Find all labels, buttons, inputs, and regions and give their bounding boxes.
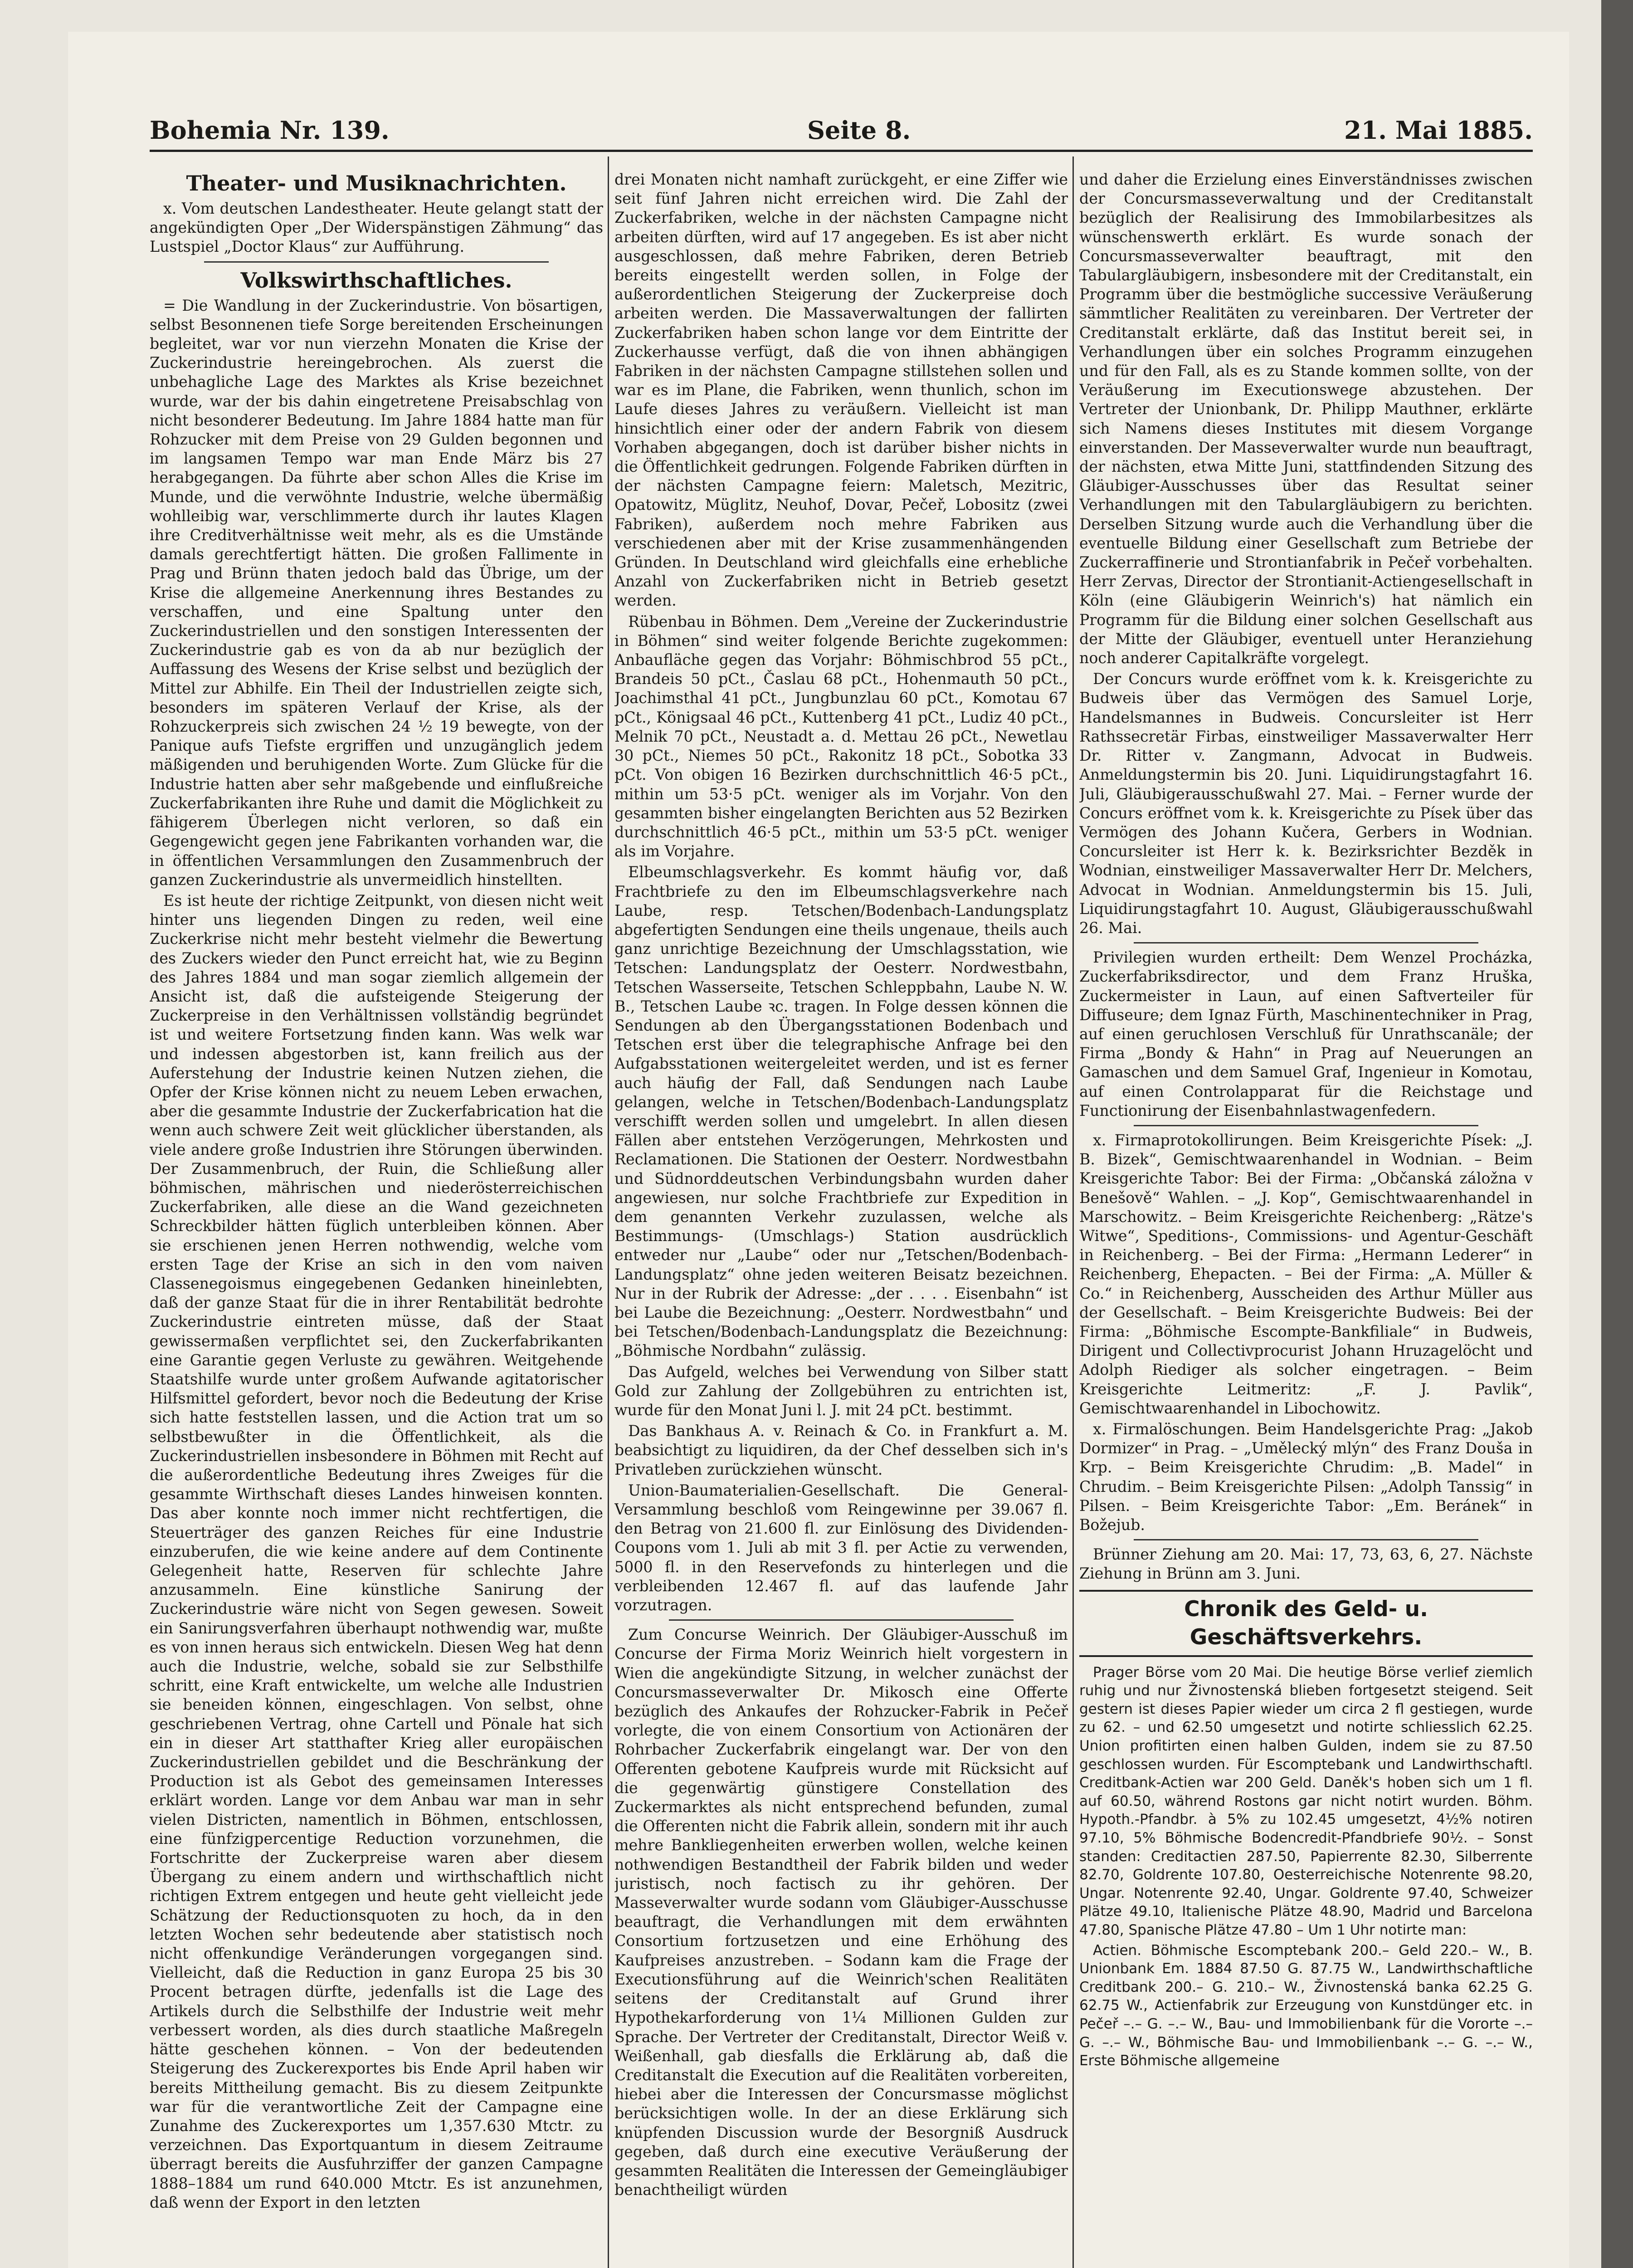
section-title-economy: Volkswirthschaftliches. [240, 268, 512, 293]
section-separator [1134, 1125, 1478, 1126]
header-date: 21. Mai 1885. [1344, 116, 1533, 145]
news-item-bankhaus: Das Bankhaus A. v. Reinach & Co. in Frankfurt a. M. beabsichtigt zu liquidiren, da der Chef desselben sich in's Privatleben zurückziehen wünscht. [614, 1422, 1068, 1478]
boerse-quotes: Actien. Böhmische Escomptebank 200.– Geld 220.– W., B. Unionbank Em. 1884 87.50 G. 87.75 W., Landwirthschaftliche Creditbank 200.– G. 210.– W., Živnostenská banka 62.25 G. 62.75 W., Actienfabrik zur Erzeugung von Kunstdünger etc. in Pečeř –.– G. –.– W., Bau- und Immobilienbank für die Vororte –.– G. –.– W., Böhmische Bau- und Immobilienbank –.– G. –.– W., Erste Böhmische allgemeine [1079, 1942, 1533, 2069]
news-item-firmaloeschungen: x. Firmalöschungen. Beim Handelsgerichte Prag: „Jakob Dormizer“ in Prag. – „Umělecký mlýn“ des Franz Douša in Krp. – Beim Kreisgerichte Chrudim: „B. Madel“ in Chrudim. – Beim Kreisgerichte Pilsen: „Adolph Tanssig“ in Pilsen. – Beim Kreisgerichte Tabor: „Em. Beránek“ in Božejub. [1079, 1420, 1533, 1534]
column-rule-2 [1072, 156, 1074, 2268]
scan-edge [1601, 0, 1633, 2268]
article-paragraph: = Die Wandlung in der Zuckerindustrie. Von bösartigen, selbst Besonnenen tiefe Sorge bereitenden Erscheinungen begleitet, war vor nun vierzehn Monaten die Krise der Zuckerindustrie hereingebrochen. Als zuerst die unbehagliche Lage des Marktes als Krise bezeichnet wurde, war der bis dahin eingetretene Preisabschlag von nicht besonderer Bedeutung. Im Jahre 1884 hatte man für Rohzucker mit dem Preise von 29 Gulden begonnen und im langsamen Tempo war man Ende März bis 27 herabgegangen. Da führte aber schon Alles die Krise im Munde, und die verwöhnte Industrie, welche übermäßig wohlleibig war, verschlimmerte durch ihr lautes Klagen ihre Creditverhältnisse weit mehr, als es die Umstände damals gerechtfertigt hätten. Die großen Fallimente in Prag und Brünn thaten jedoch bald das Übrige, um der Krise die allgemeine Anerkennung ihres Bestandes zu verschaffen, und eine Spaltung unter den Zuckerindustriellen und den sonstigen Interessenten der Zuckerindustrie gab es von da ab nur bezüglich der Auffassung des Wesens der Krise selbst und bezüglich der Mittel zur Abhilfe. Ein Theil der Industriellen zeigte sich, besonders im späteren Verlauf der Krise, als der Rohzuckerpreis sich zwischen 24 ½ 19 bewegte, von der Panique aufs Tiefste ergriffen und unzugänglich jedem mäßigenden und beruhigenden Worte. Zum Glücke für die Industrie hatten aber sehr maßgebende und einflußreiche Zuckerfabrikanten ihre Ruhe und damit die Möglichkeit zu fähigerem Überlegen nicht verloren, so daß ein Gegengewicht gegen jene Fabrikanten vorhanden war, die in öffentlichen Versammlungen den Zusammenbruch der ganzen Zuckerindustrie als unvermeidlich hinstellten. [150, 296, 603, 889]
column-1 [150, 170, 603, 2268]
news-item-bruenner-ziehung: Brünner Ziehung am 20. Mai: 17, 73, 63, 6, 27. Nächste Ziehung in Brünn am 3. Juni. [1079, 1545, 1533, 1583]
boerse-report: Prager Börse vom 20 Mai. Die heutige Börse verlief ziemlich ruhig und nur Živnostenská blieben fortgesetzt steigend. Seit gestern ist dieses Papier wieder um circa 2 fl gestiegen, wurde zu 62. – und 62.50 umgesetzt und notirte schliesslich 62.25. Union profitirten einen halben Gulden, indem sie zu 87.50 geschlossen wurden. Für Escomptebank und Landwirthschaftl. Creditbank-Actien war 200 Geld. Daněk's hoben sich um 1 fl. auf 60.50, während Rostons gar nicht notirt wurden. Böhm. Hypoth.-Pfandbr. à 5% zu 102.45 umgesetzt, 4½% notiren 97.10, 5% Böhmische Bodencredit-Pfandbriefe 90½. – Sonst standen: Creditactien 287.50, Papierrente 82.30, Silberrente 82.70, Goldrente 107.80, Oesterreichische Notenrente 98.20, Ungar. Notenrente 92.40, Ungar. Goldrente 97.40, Schweizer Plätze 49.10, Italienische Plätze 48.90, Madrid und Barcelona 47.80, Spanische Plätze 47.80 – Um 1 Uhr notirte man: [1079, 1664, 1533, 1938]
chronik-body [1079, 1663, 1533, 2070]
news-item-firmaprotokoll: x. Firmaprotokollirungen. Beim Kreisgerichte Písek: „J. B. Bizek“, Gemischtwaarenhandel in Wodnian. – Beim Kreisgerichte Tabor: Bei der Firma: „Občanská záložna v Benešově“ Wahlen. – „J. Kop“, Gemischtwaarenhandel in Marschowitz. – Beim Kreisgerichte Reichenberg: „Rätze's Witwe“, Speditions-, Commissions- und Agentur-Geschäft in Reichenberg. – Bei der Firma: „Hermann Lederer“ in Reichenberg, Ehepacten. – Bei der Firma: „A. Müller & Co.“ in Reichenberg, Ausscheiden des Arthur Müller aus der Gesellschaft. – Beim Kreisgerichte Budweis: Bei der Firma: „Böhmische Escompte-Bankfiliale“ in Budweis, Dirigent und Collectivprocurist Johann Hruzagelöcht und Adolph Riediger als solcher eingetragen. – Beim Kreisgerichte Leitmeritz: „F. J. Pavlik“, Gemischtwaarenhandel in Libochowitz. [1079, 1131, 1533, 1417]
article-paragraph: drei Monaten nicht namhaft zurückgeht, er eine Ziffer wie seit fünf Jahren nicht erreichen wird. Die Zahl der Zuckerfabriken, welche in der nächsten Campagne nicht arbeiten dürften, wird auf 17 angegeben. Es ist aber nicht ausgeschlossen, daß mehre Fabriken, deren Betrieb bereits eingestellt werden sollen, in Folge der außerordentlichen Steigerung der Zuckerpreise doch arbeiten werden. Die Massaverwaltungen der fallirten Zuckerfabriken haben schon lange vor dem Eintritte der Zuckerhausse verfügt, daß die von ihnen abhängigen Fabriken in der nächsten Campagne stillstehen sollen und war es im Plane, die Fabriken, wenn thunlich, schon im Laufe dieses Jahres zu veräußern. Vielleicht ist man hinsichtlich einer oder der andern Fabrik von diesem Vorhaben abgegangen, doch ist darüber bisher nichts in die Öffentlichkeit gedrungen. Folgende Fabriken dürften in der nächsten Campagne feiern: Maletsch, Mezitric, Opatowitz, Müglitz, Neuhof, Dovar, Pečeř, Lobositz (zwei Fabriken), außerdem noch mehre Fabriken aus verschiedenen aber mit der Krise zusammenhängenden Gründen. In Deutschland wird gleichfalls eine erhebliche Anzahl von Zuckerfabriken nicht in Betrieb gesetzt werden. [614, 171, 1068, 610]
section-separator [669, 1619, 1014, 1621]
section-separator [1134, 1539, 1478, 1540]
header-page-number: Seite 8. [807, 116, 911, 145]
section-title-chronik: Chronik des Geld- u. Geschäftsverkehrs. [1079, 1590, 1533, 1657]
news-item-elbeumschlag: Elbeumschlagsverkehr. Es kommt häufig vor, daß Frachtbriefe zu den im Elbeumschlagsverkehre nach Laube, resp. Tetschen/Bodenbach-Landungsplatz abgefertigten Sendungen eine theils ungenaue, theils auch ganz unrichtige Bezeichnung der Umschlagsstation, wie Tetschen: Landungsplatz der Oesterr. Nordwestbahn, Tetschen Wasserseite, Tetschen Schleppbahn, Laube N. W. B., Tetschen Laube ꝛc. tragen. In Folge dessen können die Sendungen ab den Übergangsstationen Bodenbach und Tetschen erst über die telegraphische Anfrage bei den Aufgabsstationen weitergeleitet werden, und ist es ferner auch häufig der Fall, daß Sendungen nach Laube gelangen, welche in Tetschen/Bodenbach-Landungsplatz verschifft werden sollen und umgelebrt. In allen diesen Fällen aber entstehen Verzögerungen, Mehrkosten und Reclamationen. Die Stationen der Oesterr. Nordwestbahn und Südnorddeutschen Verbindungsbahn wurden daher angewiesen, nur solche Frachtbriefe zur Expedition in dem genannten Verkehr zuzulassen, welche als Bestimmungs- (Umschlags-) Station ausdrücklich entweder nur „Laube“ oder nur „Tetschen/Bodenbach-Landungsplatz“ ohne jeden weiteren Beisatz bezeichnen. Nur in der Rubrik der Adresse: „der . . . . Eisenbahn“ ist bei Laube die Bezeichnung: „Oesterr. Nordwestbahn“ und bei Tetschen/Bodenbach-Landungsplatz die Bezeichnung: „Böhmische Nordbahn“ zulässig. [614, 863, 1068, 1360]
news-item-concurs: Der Concurs wurde eröffnet vom k. k. Kreisgerichte zu Budweis über das Vermögen des Samuel Lorje, Handelsmannes in Budweis. Concursleiter ist Herr Rathssecretär Firbas, einstweiliger Massaverwalter Herr Dr. Ritter v. Zangmann, Advocat in Budweis. Anmeldungstermin bis 20. Juni. Liquidirungstagfahrt 16. Juli, Gläubigerausschußwahl 27. Mai. – Ferner wurde der Concurs eröffnet vom k. k. Kreisgerichte zu Písek über das Vermögen des Johann Kučera, Gerbers in Wodnian. Concursleiter ist Herr k. k. Bezirksrichter Bezděk in Wodnian, einstweiliger Massaverwalter Herr Dr. Melchers, Advocat in Wodnian. Anmeldungstermin bis 15. Juli, Liquidirungstagfahrt 10. August, Gläubigerausschußwahl 26. Mai. [1079, 670, 1533, 937]
section-separator [1134, 942, 1478, 943]
article-paragraph: Es ist heute der richtige Zeitpunkt, von diesen nicht weit hinter uns liegenden Dingen zu reden, weil eine Zuckerkrise nicht mehr besteht vielmehr die Bewertung des Zuckers wieder den Punct erreicht hat, wie zu Beginn des Jahres 1884 und man sogar ziemlich allgemein der Ansicht ist, daß die aufsteigende Steigerung der Zuckerpreise in den Verhältnissen vollständig begründet ist und weitere Fortsetzung finden kann. Was welk war und indessen abgestorben ist, kann freilich aus der Auferstehung der Industrie keinen Nutzen ziehen, die Opfer der Krise können nicht zu neuem Leben erwachen, aber die gesammte Industrie der Zuckerfabrication hat die wenn auch schwere Zeit weit glücklicher überstanden, als viele andere große Industrien ihre Störungen überwinden. Der Zusammenbruch, der Ruin, die Schließung aller böhmischen, mährischen und niederösterreichischen Zuckerfabriken, alle diese an die Wand gezeichneten Schreckbilder hätten füglich unterbleiben können. Aber sie erschienen jenen Herren nothwendig, welche vom ersten Tage der Krise an sich in den vom naiven Classenegoismus eingegebenen Gedanken hineinlebten, daß der ganze Staat für die in ihrer Rentabilität bedrohte Zuckerindustrie eintreten müsse, daß der Staat gewissermaßen verpflichtet sei, den Zuckerfabrikanten eine Garantie gegen Verluste zu gewähren. Weitgehende Staatshilfe wurde unter großem Aufwande agitatorischer Hilfsmittel gefordert, bevor noch die Bedeutung der Krise sich hatte feststellen lassen, und die Action trat um so selbstbewußter in die Öffentlichkeit, als die Zuckerindustriellen insbesondere in Böhmen mit Recht auf die außerordentliche Bedeutung ihres Zweiges für die gesammte Wirthschaft dieses Landes hinweisen konnten. Das aber konnte noch immer nicht rechtfertigen, die Steuerträger des ganzen Reiches für eine Industrie einzuberufen, die wie keine andere auf dem Continente Gelegenheit hatte, Reserven für schlechte Jahre anzusammeln. Eine künstliche Sanirung der Zuckerindustrie wäre nicht von Segen gewesen. Soweit ein Sanirungsverfahren überhaupt nothwendig war, mußte es von innen heraus sich entwickeln. Diesen Weg hat denn auch die Industrie, welche, sobald sie zur Selbsthilfe schritt, eine Kraft entwickelte, um welche alle Industrien sie beneiden können, eingeschlagen. Von selbst, ohne geschriebenen Vertrag, ohne Cartell und Pönale hat sich ein in dieser Art statthafter Krieg aller europäischen Zuckerindustriellen gebildet und die Beschränkung der Production ist als Gebot des gemeinsamen Interesses erklärt worden. Lange vor dem Anbau war man in sehr vielen Districten, namentlich in Böhmen, entschlossen, eine fünfzigpercentige Reduction vorzunehmen, die Fortschritte der Zuckerpreise waren aber diesem Übergang zu einem andern und wirthschaftlich nicht richtigen Extrem entgegen und heute geht vielleicht jede Schätzung der Reductionsquoten zu hoch, da in den letzten Wochen sehr bedeutende aber statistisch noch nicht offenkundige Veränderungen vorgegangen sind. Vielleicht, daß die Reduction in ganz Europa 25 bis 30 Procent betragen dürfte, jedenfalls ist die Lage des Artikels durch die Selbsthilfe der Industrie weit mehr verbessert worden, als dies durch staatliche Maßregeln hätte geschehen können. – Von der bedeutenden Steigerung des Zuckerexportes bis Ende April haben wir bereits Mittheilung gemacht. Bis zu diesem Zeitpunkte war für die verantwortliche Zeit der Campagne eine Zunahme des Zuckerexportes um 1,357.630 Mtctr. zu verzeichnen. Das Exportquantum in diesem Zeitraume überragt bereits die Ausfuhrziffer der ganzen Campagne 1888–1884 um rund 640.000 Mtctr. Es ist anzunehmen, daß wenn der Export in den letzten [150, 891, 603, 2211]
column-rule-1 [608, 156, 609, 2268]
news-item-ruebenbau: Rübenbau in Böhmen. Dem „Vereine der Zuckerindustrie in Böhmen“ sind weiter folgende Berichte zugekommen: Anbaufläche gegen das Vorjahr: Böhmischbrod 55 pCt., Brandeis 50 pCt., Časlau 68 pCt., Hohenmauth 50 pCt., Joachimsthal 41 pCt., Jungbunzlau 60 pCt., Komotau 67 pCt., Königsaal 46 pCt., Kuttenberg 41 pCt., Ludiz 40 pCt., Melnik 70 pCt., Neustadt a. d. Mettau 26 pCt., Newetlau 30 pCt., Niemes 50 pCt., Rakonitz 18 pCt., Sobotka 33 pCt. Von obigen 16 Bezirken durchschnittlich 46·5 pCt., mithin um 53·5 pCt. weniger als im Vorjahr. Von den gesammten bisher eingelangten Berichten aus 52 Bezirken durchschnittlich 46·5 pCt., mithin um 53·5 pCt. weniger als im Vorjahre. [614, 612, 1068, 860]
theater-news: x. Vom deutschen Landestheater. Heute gelangt statt der angekündigten Oper „Der Widerspänstigen Zähmung“ das Lustspiel „Doctor Klaus“ zur Aufführung. [150, 200, 603, 256]
section-separator [204, 261, 549, 263]
page-header [150, 116, 1533, 147]
header-rule [150, 150, 1533, 152]
news-item-privilegien: Privilegien wurden ertheilt: Dem Wenzel Procházka, Zuckerfabriksdirector, und dem Franz Hruška, Zuckermeister in Laun, auf einen Saftverteiler für Diffuseure; dem Ignaz Fürth, Maschinentechniker in Prag, auf einen geruchlosen Verschluß für Unrathscanäle; der Firma „Bondy & Hahn“ in Prag auf Neuerungen an Gamaschen und dem Samuel Graf, Ingenieur in Komotau, auf einen Controlapparat für die Reichstage und Functionirung der Eisenbahnlastwagenfedern. [1079, 948, 1533, 1119]
section-title-theater: Theater- und Musiknachrichten. [186, 171, 567, 196]
news-item-aufgeld: Das Aufgeld, welches bei Verwendung von Silber statt Gold zur Zahlung der Zollgebühren zu entrichten ist, wurde für den Monat Juni l. J. mit 24 pCt. bestimmt. [614, 1363, 1068, 1419]
article-paragraph: und daher die Erzielung eines Einverständnisses zwischen der Concursmasseverwaltung und der Creditanstalt bezüglich der Realisirung des Immobilarbesitzes als wünschenswerth erklärt. Es wurde sonach der Concursmasseverwalter beauftragt, mit den Tabulargläubigern, insbesondere mit der Creditanstalt, ein Programm über die bestmögliche successive Veräußerung sämmtlicher Realitäten zu vereinbaren. Der Vertreter der Creditanstalt erklärte, daß das Institut bereit sei, in Verhandlungen über ein solches Programm einzugehen und für den Fall, als es zu Stande kommen sollte, von der Veräußerung im Executionswege abzustehen. Der Vertreter der Unionbank, Dr. Philipp Mauthner, erklärte sich Namens dieses Institutes mit diesem Vorgange einverstanden. Der Masseverwalter wurde nun beauftragt, der nächsten, etwa Mitte Juni, stattfindenden Sitzung des Gläubiger-Ausschusses über das Resultat seiner Verhandlungen mit den Tabulargläubigern zu berichten. Derselben Sitzung wurde auch die Verhandlung über die eventuelle Bildung einer Gesellschaft zum Betriebe der Zuckerraffinerie und Strontianfabrik in Pečeř vorbehalten. Herr Zervas, Director der Strontianit-Actiengesellschaft in Köln (eine Gläubigerin Weinrich's) hat nämlich ein Programm für die Bildung einer solchen Gesellschaft aus der Mitte der Gläubiger, eventuell unter Heranziehung noch anderer Capitalkräfte vorgelegt. [1079, 171, 1533, 667]
header-issue: Bohemia Nr. 139. [150, 116, 390, 145]
news-item-concurs-weinrich: Zum Concurse Weinrich. Der Gläubiger-Ausschuß im Concurse der Firma Moriz Weinrich hielt vorgestern in Wien die angekündigte Sitzung, in welcher zunächst der Concursmasseverwalter Dr. Mikosch eine Offerte bezüglich des Ankaufes der Rohzucker-Fabrik in Pečeř vorlegte, die von einem Consortium von Actionären der Rohrbacher Zuckerfabrik eingelangt war. Der von den Offerenten gebotene Kaufpreis wurde mit Rücksicht auf die gegenwärtig günstigere Constellation des Zuckermarktes als nicht entsprechend befunden, zumal die Offerenten nicht die Fabrik allein, sondern mit ihr auch mehre Bankliegenheiten erwerben wollen, welche keinen nothwendigen Bestandtheil der Fabrik bilden und weder juristisch, noch factisch zu ihr gehören. Der Masseverwalter wurde sodann vom Gläubiger-Ausschusse beauftragt, die Verhandlungen mit dem erwähnten Consortium fortzusetzen und eine Erhöhung des Kaufpreises anzustreben. – Sodann kam die Frage der Executionsführung auf die Weinrich'schen Realitäten seitens der Creditanstalt auf Grund ihrer Hypothekarforderung von 1¼ Millionen Gulden zur Sprache. Der Vertreter der Creditanstalt, Director Weiß v. Weißenhall, gab diesfalls die Erklärung ab, daß die Creditanstalt die Execution auf die Realitäten vorbereiten, hiebei aber die Interessen der Concursmasse möglichst berücksichtigen wolle. In der an diese Erklärung sich knüpfenden Discussion wurde der Besorgniß Ausdruck gegeben, daß durch eine executive Veräußerung der gesammten Realitäten die Interessen der Gemeingläubiger benachtheiligt würden [614, 1626, 1068, 2199]
column-2 [614, 170, 1068, 2268]
news-item-union: Union-Baumaterialien-Gesellschaft. Die General-Versammlung beschloß vom Reingewinne per 39.067 fl. den Betrag von 21.600 fl. zur Einlösung des Dividenden-Coupons vom 1. Juli ab mit 3 fl. per Actie zu verwenden, 5000 fl. in den Reservefonds zu hinterlegen und die verbleibenden 12.467 fl. auf das laufende Jahr vorzutragen. [614, 1481, 1068, 1614]
column-3 [1079, 170, 1533, 2268]
